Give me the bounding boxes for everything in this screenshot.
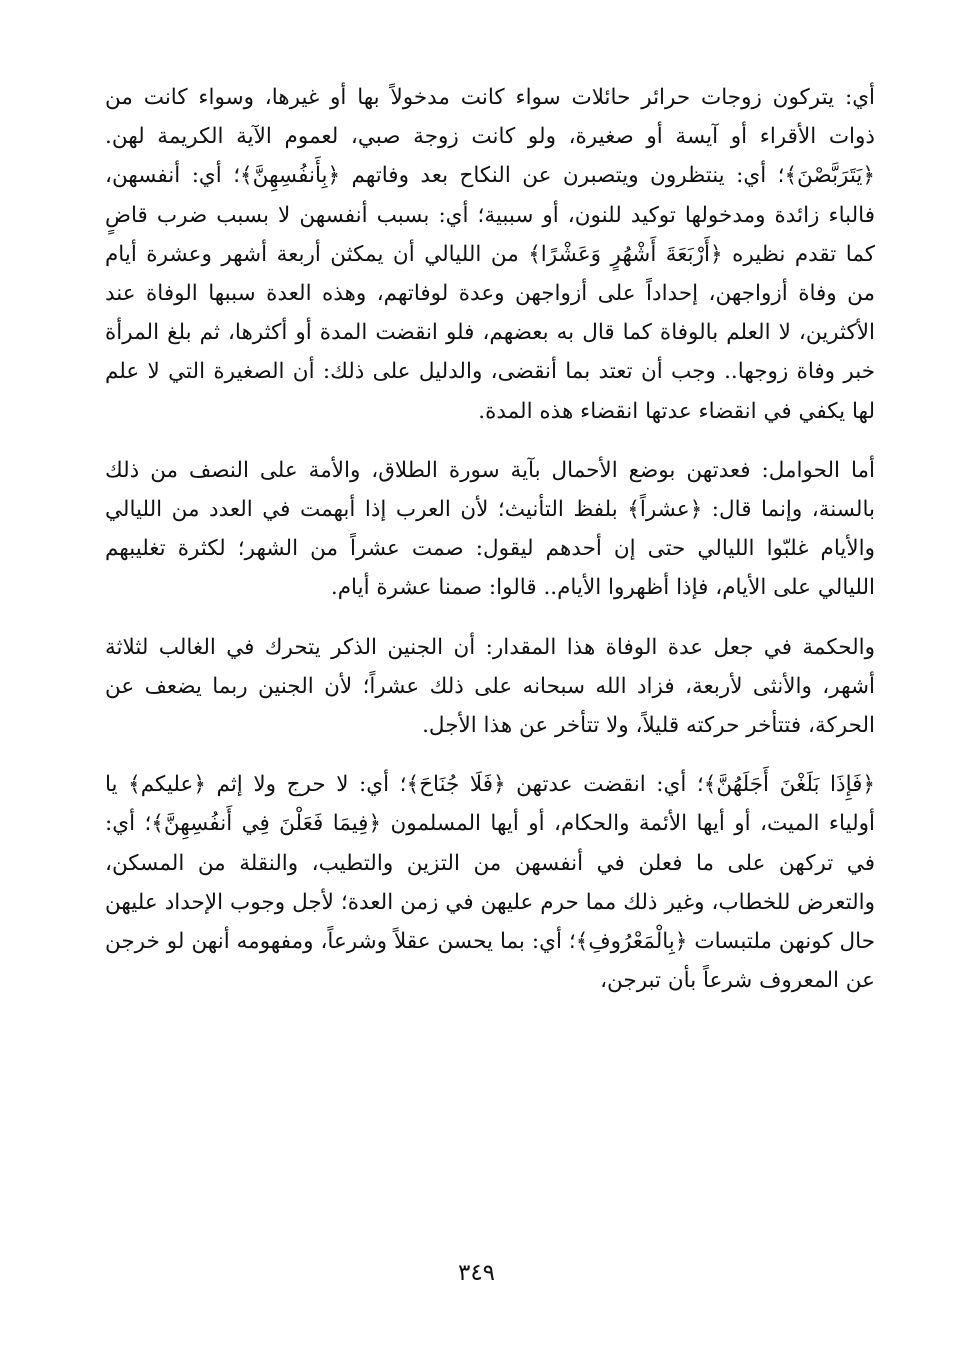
paragraph-2: أما الحوامل: فعدتهن بوضع الأحمال بآية سورة الطلاق، والأمة على النصف من ذلك بالسنة، وإنما قال: ﴿عشراً﴾ بلفظ التأنيث؛ لأن العرب إذا أبهمت في العدد من الليالي والأيام غلبّوا الليالي حتى إن أحدهم ليقول: صمت عشراً من الشهر؛ لكثرة تغليبهم الليالي على الأيام، فإذا أظهروا الأيام.. قالوا: صمنا عشرة أيام. bbox=[105, 457, 875, 601]
page-body bbox=[105, 78, 875, 1000]
paragraph-3: والحكمة في جعل عدة الوفاة هذا المقدار: أن الجنين الذكر يتحرك في الغالب لثلاثة أشهر، والأنثى لأربعة، فزاد الله سبحانه على ذلك عشراً؛ لأن الجنين ربما يضعف عن الحركة، فتتأخر حركته قليلاً، ولا تتأخر عن هذا الأجل. bbox=[105, 634, 875, 739]
paragraph-4: ﴿فَإِذَا بَلَغْنَ أَجَلَهُنَّ﴾؛ أي: انقضت عدتهن ﴿فَلَا جُنَاحَ﴾؛ أي: لا حرج ولا إثم ﴿عليكم﴾ يا أولياء الميت، أو أيها الأئمة والحكام، أو أيها المسلمون ﴿فِيمَا فَعَلْنَ فِي أَنفُسِهِنَّ﴾؛ أي: في تركهن على ما فعلن في أنفسهن من التزين والتطيب، والنقلة من المسكن، والتعرض للخطاب، وغير ذلك مما حرم عليهن في زمن العدة؛ لأجل وجوب الإحداد عليهن حال كونهن ملتبسات ﴿بِالْمَعْرُوفِ﴾؛ أي: بما يحسن عقلاً وشرعاً، ومفهومه أنهن لو خرجن عن المعروف شرعاً بأن تبرجن، bbox=[105, 772, 875, 994]
page-number: ٣٤٩ bbox=[457, 1260, 496, 1286]
paragraph-1: أي: يتركون زوجات حرائر حائلات سواء كانت مدخولاً بها أو غيرها، وسواء كانت من ذوات الأقراء أو آيسة أو صغيرة، ولو كانت زوجة صبي، لعموم الآية الكريمة لهن. ﴿يَتَرَبَّصْنَ﴾؛ أي: ينتظرون ويتصبرن عن النكاح بعد وفاتهم ﴿بِأَنفُسِهِنَّ﴾؛ أي: أنفسهن، فالباء زائدة ومدخولها توكيد للنون، أو سببية؛ أي: بسبب أنفسهن لا بسبب ضرب قاضٍ كما تقدم نظيره ﴿أَرْبَعَةَ أَشْهُرٍ وَعَشْرًا﴾ من الليالي أن يمكثن أربعة أشهر وعشرة أيام من وفاة أزواجهن، إحداداً على أزواجهن وعدة لوفاتهم، وهذه العدة سببها الوفاة عند الأكثرين، لا العلم بالوفاة كما قال به بعضهم، فلو انقضت المدة أو أكثرها، ثم بلغ المرأة خبر وفاة زوجها.. وجب أن تعتد بما أنقضى، والدليل على ذلك: أن الصغيرة التي لا علم لها يكفي في انقضاء عدتها انقضاء هذه المدة. bbox=[105, 85, 875, 424]
